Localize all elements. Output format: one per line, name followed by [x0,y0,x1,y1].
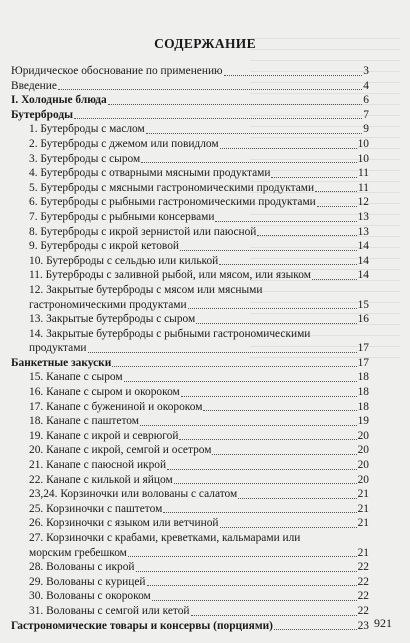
toc-entry-text: 3. Бутерброды с сыром [29,152,141,165]
dot-leader [215,221,356,222]
dot-leader [124,381,357,382]
toc-entry-text: 21. Канапе с паюсной икрой [29,459,167,472]
dot-leader [136,571,357,572]
toc-entry-page: 10 [357,137,369,150]
dot-leader [220,527,357,528]
dot-leader [163,512,356,513]
dot-leader [181,396,357,397]
toc-entry-page: 13 [357,225,369,238]
toc-entry-page: 23 [357,619,369,632]
toc-entry [11,575,369,590]
toc-entry-page: 15 [357,298,369,311]
toc-entry-page: 21 [357,546,369,559]
toc-entry-page: 20 [357,429,369,442]
toc-entry-page: 16 [357,313,369,326]
dot-leader [203,410,356,411]
dot-leader [191,615,357,616]
toc-entry-text: 18. Канапе с паштетом [29,415,139,428]
toc-section [11,619,369,634]
toc-entry-page: 18 [357,400,369,413]
toc-entry-text: Юридическое обоснование по применению [11,65,223,77]
toc-entry-text: 15. Канапе с сыром [29,371,123,384]
toc-entry [11,458,369,473]
dot-leader [108,104,363,105]
dot-leader [317,206,357,207]
dot-leader [141,162,356,163]
toc-entry [11,268,369,283]
dot-leader [146,133,363,134]
toc-entry-text-cont: морским гребешком [29,546,127,559]
toc-entry-page: 12 [357,196,369,209]
toc-entry-text: 26. Корзиночки с языком или ветчиной [29,517,219,530]
toc-entry-text: Гастрономические товары и консервы (порциями) [11,619,273,632]
toc-entry-text: 22. Канапе с килькой и яйцом [29,473,173,486]
toc-entry [11,487,369,502]
toc-entry-text: 28. Волованы с икрой [29,561,135,574]
toc-entry-text: 25. Корзиночки с паштетом [29,502,163,515]
dot-leader [147,585,357,586]
toc-entry-text: 9. Бутерброды с икрой кетовой [29,240,180,253]
toc-section [11,93,369,108]
toc-entry-page: 22 [357,561,369,574]
dot-leader [312,279,357,280]
toc-entry [11,473,369,488]
dot-leader [315,191,357,192]
toc-entry-text: 14. Закрытые бутерброды с рыбными гастрономическими [29,327,311,340]
dot-leader [212,454,356,455]
toc-section [11,356,369,371]
toc-entry-page: 3 [363,65,369,77]
toc-entry-text: 16. Канапе с сыром и окороком [29,386,180,399]
toc-entry [11,414,369,429]
dot-leader [274,629,357,630]
toc-entry-page: 18 [357,371,369,384]
toc-entry-text: 7. Бутерброды с рыбными консервами [29,210,215,223]
dot-leader [180,250,357,251]
toc-entry-text: 11. Бутерброды с заливной рыбой, или мясом, или языком [29,269,311,282]
toc-entry-text: Бутерброды [11,108,73,121]
dot-leader [238,498,356,499]
toc-entry [11,181,369,196]
dot-leader [174,483,357,484]
toc-entry [11,254,369,269]
toc-entry-page: 20 [357,459,369,472]
toc-entry [11,312,369,327]
dot-leader [219,264,356,265]
toc-entry-text: 27. Корзиночки с крабами, креветками, кальмарами или [29,532,301,544]
toc-entry [11,400,369,415]
toc-entry-page: 4 [363,79,369,92]
toc-entry-text: I. Холодные блюда [11,94,107,107]
toc-entry-page: 21 [357,517,369,530]
toc-entry-text-cont: гастрономическими продуктами [29,298,187,311]
toc-entry-page: 13 [357,210,369,223]
toc-entry [11,79,369,94]
toc-entry-page: 21 [357,488,369,501]
toc-entry [11,560,369,575]
dot-leader [88,352,357,353]
toc-entry-text: 12. Закрытые бутерброды с мясом или мясными [29,283,263,296]
toc-entry [11,370,369,385]
toc-entry-page: 14 [357,240,369,253]
toc-entry [11,195,369,210]
toc-entry-page: 17 [357,356,369,369]
toc-entry-text: 10. Бутерброды с сельдью или килькой [29,254,219,267]
dot-leader [128,556,357,557]
dot-leader [167,469,357,470]
toc-entry-page: 7 [363,108,369,121]
toc-entry-page: 20 [357,473,369,486]
dot-leader [224,75,363,76]
toc-entry-text: 4. Бутерброды с отварными мясными продуктами [29,167,271,180]
toc-entry [11,137,369,152]
toc-entry-text: 30. Волованы с окороком [29,590,151,603]
toc-entry-text: 31. Волованы с семгой или кетой [29,604,190,617]
dot-leader [188,308,357,309]
toc-entry-page: 11 [358,167,369,180]
dot-leader [196,323,356,324]
toc-entry [11,531,369,560]
toc-entry-page: 20 [357,444,369,457]
toc-entry-page: 21 [357,502,369,515]
toc-entry [11,166,369,181]
dot-leader [220,148,357,149]
toc-entry [11,589,369,604]
dot-leader [271,177,357,178]
dot-leader [152,600,357,601]
toc-entry [11,385,369,400]
toc-entry-text: 20. Канапе с икрой, семгой и осетром [29,444,212,457]
toc-entry [11,429,369,444]
toc-entry-text: 17. Канапе с бужениной и окороком [29,400,203,413]
toc-entry [11,210,369,225]
toc-entry-page: 14 [357,254,369,267]
toc-entry-text: 8. Бутерброды с икрой зернистой или паюсной [29,225,257,238]
page-number: 921 [374,616,392,630]
toc-entry [11,239,369,254]
table-of-contents [11,64,369,633]
dot-leader [74,118,362,119]
toc-entry [11,64,369,79]
toc-entry-page: 22 [357,575,369,588]
toc-entry-text: 1. Бутерброды с маслом [29,123,145,136]
toc-entry [11,443,369,458]
dot-leader [58,89,362,90]
toc-entry-page: 17 [357,342,369,355]
toc-entry-text-cont: продуктами [29,342,87,355]
toc-entry [11,516,369,531]
toc-entry-page: 6 [363,94,369,107]
toc-entry-text: 6. Бутерброды с рыбными гастрономическими продуктами [29,196,316,209]
toc-entry-page: 10 [357,152,369,165]
toc-entry [11,225,369,240]
dot-leader [257,235,356,236]
toc-entry [11,327,369,356]
toc-entry-text: Банкетные закуски [11,356,112,369]
dot-leader [112,366,356,367]
toc-entry-page: 19 [357,415,369,428]
toc-entry-page: 11 [358,181,369,194]
page-title: СОДЕРЖАНИЕ [154,36,256,51]
toc-entry [11,122,369,137]
toc-entry [11,604,369,619]
dot-leader [140,425,357,426]
toc-entry [11,283,369,312]
dot-leader [179,439,356,440]
toc-entry-text: 29. Волованы с курицей [29,575,146,588]
toc-entry-text: 19. Канапе с икрой и севрюгой [29,429,179,442]
toc-section [11,108,369,123]
toc-entry-text: 13. Закрытые бутерброды с сыром [29,313,196,326]
toc-entry-page: 18 [357,386,369,399]
toc-entry-page: 22 [357,590,369,603]
toc-entry [11,502,369,517]
toc-entry-text: 23,24. Корзиночки или волованы с салатом [29,488,238,501]
toc-entry-text: 5. Бутерброды с мясными гастрономическими продуктами [29,181,315,194]
toc-entry-page: 14 [357,269,369,282]
toc-entry-text: 2. Бутерброды с джемом или повидлом [29,137,219,150]
toc-entry-page: 9 [363,123,369,136]
toc-entry-page: 22 [357,604,369,617]
toc-entry [11,152,369,167]
toc-entry-text: Введение [11,79,57,92]
